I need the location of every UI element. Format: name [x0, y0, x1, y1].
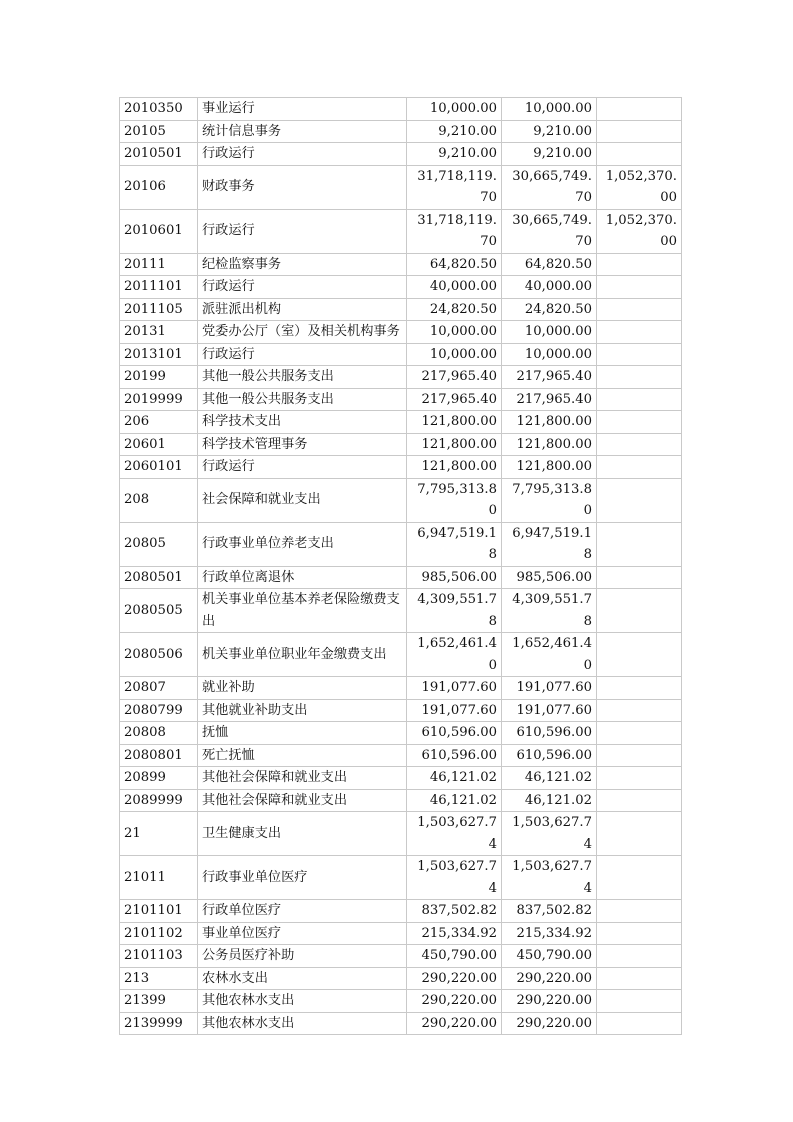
- project-expenditure-cell: [597, 990, 682, 1013]
- basic-expenditure-cell: 10,000.00: [502, 343, 597, 366]
- total-amount-cell: 610,596.00: [407, 744, 502, 767]
- table-row: [120, 900, 682, 923]
- total-amount-cell: 46,121.02: [407, 767, 502, 790]
- table-row: [120, 789, 682, 812]
- total-amount-cell: 217,965.40: [407, 388, 502, 411]
- total-amount-cell: 610,596.00: [407, 722, 502, 745]
- project-expenditure-cell: [597, 276, 682, 299]
- function-code-cell: 21011: [120, 856, 198, 900]
- function-name-cell: 其他社会保障和就业支出: [198, 767, 407, 790]
- project-expenditure-cell: [597, 298, 682, 321]
- basic-expenditure-cell: 217,965.40: [502, 366, 597, 389]
- project-expenditure-cell: [597, 945, 682, 968]
- function-code-cell: 2080505: [120, 589, 198, 633]
- table-row: [120, 433, 682, 456]
- basic-expenditure-cell: 191,077.60: [502, 677, 597, 700]
- project-expenditure-cell: [597, 677, 682, 700]
- total-amount-cell: 191,077.60: [407, 699, 502, 722]
- total-amount-cell: 10,000.00: [407, 321, 502, 344]
- project-expenditure-cell: [597, 699, 682, 722]
- basic-expenditure-cell: 7,795,313.80: [502, 478, 597, 522]
- function-code-cell: 2011101: [120, 276, 198, 299]
- table-row: [120, 343, 682, 366]
- basic-expenditure-cell: 6,947,519.18: [502, 522, 597, 566]
- total-amount-cell: 4,309,551.78: [407, 589, 502, 633]
- basic-expenditure-cell: 450,790.00: [502, 945, 597, 968]
- function-name-cell: 死亡抚恤: [198, 744, 407, 767]
- project-expenditure-cell: 1,052,370.00: [597, 165, 682, 209]
- basic-expenditure-cell: 9,210.00: [502, 120, 597, 143]
- total-amount-cell: 121,800.00: [407, 433, 502, 456]
- project-expenditure-cell: [597, 433, 682, 456]
- project-expenditure-cell: [597, 633, 682, 677]
- total-amount-cell: 837,502.82: [407, 900, 502, 923]
- function-name-cell: 抚恤: [198, 722, 407, 745]
- basic-expenditure-cell: 191,077.60: [502, 699, 597, 722]
- table-row: [120, 120, 682, 143]
- project-expenditure-cell: [597, 456, 682, 479]
- project-expenditure-cell: [597, 744, 682, 767]
- function-name-cell: 其他一般公共服务支出: [198, 366, 407, 389]
- function-code-cell: 2089999: [120, 789, 198, 812]
- total-amount-cell: 40,000.00: [407, 276, 502, 299]
- function-code-cell: 2010501: [120, 143, 198, 166]
- project-expenditure-cell: [597, 967, 682, 990]
- function-name-cell: 派驻派出机构: [198, 298, 407, 321]
- function-name-cell: 其他就业补助支出: [198, 699, 407, 722]
- table-row: [120, 298, 682, 321]
- basic-expenditure-cell: 40,000.00: [502, 276, 597, 299]
- function-code-cell: 2010350: [120, 98, 198, 121]
- table-row: [120, 589, 682, 633]
- function-code-cell: 2101102: [120, 922, 198, 945]
- table-row: [120, 1012, 682, 1035]
- total-amount-cell: 64,820.50: [407, 253, 502, 276]
- basic-expenditure-cell: 4,309,551.78: [502, 589, 597, 633]
- table-row: [120, 722, 682, 745]
- table-row: [120, 767, 682, 790]
- function-name-cell: 公务员医疗补助: [198, 945, 407, 968]
- basic-expenditure-cell: 46,121.02: [502, 767, 597, 790]
- function-name-cell: 其他农林水支出: [198, 1012, 407, 1035]
- table-row: [120, 990, 682, 1013]
- total-amount-cell: 10,000.00: [407, 98, 502, 121]
- basic-expenditure-cell: 1,503,627.74: [502, 812, 597, 856]
- function-code-cell: 2101101: [120, 900, 198, 923]
- table-row: [120, 922, 682, 945]
- table-row: [120, 812, 682, 856]
- table-row: [120, 321, 682, 344]
- basic-expenditure-cell: 24,820.50: [502, 298, 597, 321]
- function-name-cell: 行政事业单位医疗: [198, 856, 407, 900]
- function-code-cell: 2139999: [120, 1012, 198, 1035]
- total-amount-cell: 9,210.00: [407, 120, 502, 143]
- total-amount-cell: 290,220.00: [407, 967, 502, 990]
- project-expenditure-cell: [597, 143, 682, 166]
- project-expenditure-cell: 1,052,370.00: [597, 209, 682, 253]
- table-row: [120, 143, 682, 166]
- function-code-cell: 20105: [120, 120, 198, 143]
- table-row: [120, 744, 682, 767]
- function-code-cell: 21: [120, 812, 198, 856]
- table-row: [120, 945, 682, 968]
- total-amount-cell: 31,718,119.70: [407, 165, 502, 209]
- total-amount-cell: 290,220.00: [407, 990, 502, 1013]
- function-name-cell: 就业补助: [198, 677, 407, 700]
- basic-expenditure-cell: 46,121.02: [502, 789, 597, 812]
- function-name-cell: 农林水支出: [198, 967, 407, 990]
- project-expenditure-cell: [597, 98, 682, 121]
- budget-table: [119, 97, 682, 1035]
- total-amount-cell: 46,121.02: [407, 789, 502, 812]
- total-amount-cell: 121,800.00: [407, 411, 502, 434]
- function-code-cell: 2080801: [120, 744, 198, 767]
- table-row: [120, 209, 682, 253]
- function-name-cell: 纪检监察事务: [198, 253, 407, 276]
- function-code-cell: 20111: [120, 253, 198, 276]
- total-amount-cell: 1,503,627.74: [407, 812, 502, 856]
- function-name-cell: 其他一般公共服务支出: [198, 388, 407, 411]
- project-expenditure-cell: [597, 411, 682, 434]
- basic-expenditure-cell: 1,652,461.40: [502, 633, 597, 677]
- project-expenditure-cell: [597, 900, 682, 923]
- basic-expenditure-cell: 10,000.00: [502, 98, 597, 121]
- basic-expenditure-cell: 837,502.82: [502, 900, 597, 923]
- basic-expenditure-cell: 985,506.00: [502, 566, 597, 589]
- basic-expenditure-cell: 215,334.92: [502, 922, 597, 945]
- function-name-cell: 其他农林水支出: [198, 990, 407, 1013]
- total-amount-cell: 215,334.92: [407, 922, 502, 945]
- function-code-cell: 20808: [120, 722, 198, 745]
- total-amount-cell: 1,503,627.74: [407, 856, 502, 900]
- function-name-cell: 事业单位医疗: [198, 922, 407, 945]
- table-row: [120, 456, 682, 479]
- function-code-cell: 2019999: [120, 388, 198, 411]
- table-row: [120, 411, 682, 434]
- function-code-cell: 20601: [120, 433, 198, 456]
- table-row: [120, 253, 682, 276]
- total-amount-cell: 1,652,461.40: [407, 633, 502, 677]
- project-expenditure-cell: [597, 522, 682, 566]
- project-expenditure-cell: [597, 120, 682, 143]
- function-name-cell: 卫生健康支出: [198, 812, 407, 856]
- function-code-cell: 2080506: [120, 633, 198, 677]
- project-expenditure-cell: [597, 922, 682, 945]
- project-expenditure-cell: [597, 253, 682, 276]
- function-code-cell: 20899: [120, 767, 198, 790]
- function-name-cell: 统计信息事务: [198, 120, 407, 143]
- function-code-cell: 20131: [120, 321, 198, 344]
- table-row: [120, 566, 682, 589]
- function-name-cell: 社会保障和就业支出: [198, 478, 407, 522]
- table-row: [120, 677, 682, 700]
- project-expenditure-cell: [597, 566, 682, 589]
- project-expenditure-cell: [597, 789, 682, 812]
- basic-expenditure-cell: 64,820.50: [502, 253, 597, 276]
- total-amount-cell: 985,506.00: [407, 566, 502, 589]
- basic-expenditure-cell: 290,220.00: [502, 1012, 597, 1035]
- function-name-cell: 事业运行: [198, 98, 407, 121]
- function-name-cell: 科学技术支出: [198, 411, 407, 434]
- project-expenditure-cell: [597, 366, 682, 389]
- total-amount-cell: 6,947,519.18: [407, 522, 502, 566]
- function-name-cell: 行政运行: [198, 343, 407, 366]
- function-code-cell: 2060101: [120, 456, 198, 479]
- total-amount-cell: 121,800.00: [407, 456, 502, 479]
- function-name-cell: 行政单位医疗: [198, 900, 407, 923]
- function-code-cell: 206: [120, 411, 198, 434]
- function-code-cell: 2013101: [120, 343, 198, 366]
- total-amount-cell: 191,077.60: [407, 677, 502, 700]
- table-row: [120, 366, 682, 389]
- table-row: [120, 856, 682, 900]
- total-amount-cell: 24,820.50: [407, 298, 502, 321]
- basic-expenditure-cell: 121,800.00: [502, 433, 597, 456]
- project-expenditure-cell: [597, 478, 682, 522]
- table-row: [120, 967, 682, 990]
- budget-table-body: [120, 98, 682, 1035]
- function-code-cell: 2011105: [120, 298, 198, 321]
- table-row: [120, 165, 682, 209]
- project-expenditure-cell: [597, 856, 682, 900]
- total-amount-cell: 10,000.00: [407, 343, 502, 366]
- table-row: [120, 276, 682, 299]
- total-amount-cell: 290,220.00: [407, 1012, 502, 1035]
- table-row: [120, 478, 682, 522]
- project-expenditure-cell: [597, 321, 682, 344]
- total-amount-cell: 7,795,313.80: [407, 478, 502, 522]
- function-name-cell: 行政运行: [198, 143, 407, 166]
- basic-expenditure-cell: 610,596.00: [502, 722, 597, 745]
- function-code-cell: 208: [120, 478, 198, 522]
- function-name-cell: 其他社会保障和就业支出: [198, 789, 407, 812]
- project-expenditure-cell: [597, 589, 682, 633]
- function-code-cell: 2080501: [120, 566, 198, 589]
- basic-expenditure-cell: 610,596.00: [502, 744, 597, 767]
- table-row: [120, 699, 682, 722]
- project-expenditure-cell: [597, 722, 682, 745]
- function-code-cell: 2080799: [120, 699, 198, 722]
- project-expenditure-cell: [597, 1012, 682, 1035]
- basic-expenditure-cell: 30,665,749.70: [502, 165, 597, 209]
- function-code-cell: 213: [120, 967, 198, 990]
- basic-expenditure-cell: 9,210.00: [502, 143, 597, 166]
- function-code-cell: 2010601: [120, 209, 198, 253]
- project-expenditure-cell: [597, 767, 682, 790]
- function-name-cell: 行政运行: [198, 456, 407, 479]
- function-code-cell: 20805: [120, 522, 198, 566]
- basic-expenditure-cell: 290,220.00: [502, 967, 597, 990]
- basic-expenditure-cell: 121,800.00: [502, 411, 597, 434]
- table-row: [120, 522, 682, 566]
- basic-expenditure-cell: 10,000.00: [502, 321, 597, 344]
- function-name-cell: 科学技术管理事务: [198, 433, 407, 456]
- total-amount-cell: 9,210.00: [407, 143, 502, 166]
- function-code-cell: 21399: [120, 990, 198, 1013]
- total-amount-cell: 217,965.40: [407, 366, 502, 389]
- function-code-cell: 20106: [120, 165, 198, 209]
- basic-expenditure-cell: 217,965.40: [502, 388, 597, 411]
- total-amount-cell: 450,790.00: [407, 945, 502, 968]
- basic-expenditure-cell: 1,503,627.74: [502, 856, 597, 900]
- function-name-cell: 党委办公厅（室）及相关机构事务: [198, 321, 407, 344]
- table-row: [120, 98, 682, 121]
- function-name-cell: 行政事业单位养老支出: [198, 522, 407, 566]
- basic-expenditure-cell: 30,665,749.70: [502, 209, 597, 253]
- total-amount-cell: 31,718,119.70: [407, 209, 502, 253]
- function-name-cell: 行政运行: [198, 209, 407, 253]
- table-row: [120, 633, 682, 677]
- basic-expenditure-cell: 290,220.00: [502, 990, 597, 1013]
- project-expenditure-cell: [597, 388, 682, 411]
- function-code-cell: 20807: [120, 677, 198, 700]
- table-row: [120, 388, 682, 411]
- function-name-cell: 行政运行: [198, 276, 407, 299]
- project-expenditure-cell: [597, 812, 682, 856]
- function-code-cell: 20199: [120, 366, 198, 389]
- function-name-cell: 机关事业单位基本养老保险缴费支出: [198, 589, 407, 633]
- function-name-cell: 财政事务: [198, 165, 407, 209]
- function-name-cell: 机关事业单位职业年金缴费支出: [198, 633, 407, 677]
- function-name-cell: 行政单位离退休: [198, 566, 407, 589]
- function-code-cell: 2101103: [120, 945, 198, 968]
- project-expenditure-cell: [597, 343, 682, 366]
- basic-expenditure-cell: 121,800.00: [502, 456, 597, 479]
